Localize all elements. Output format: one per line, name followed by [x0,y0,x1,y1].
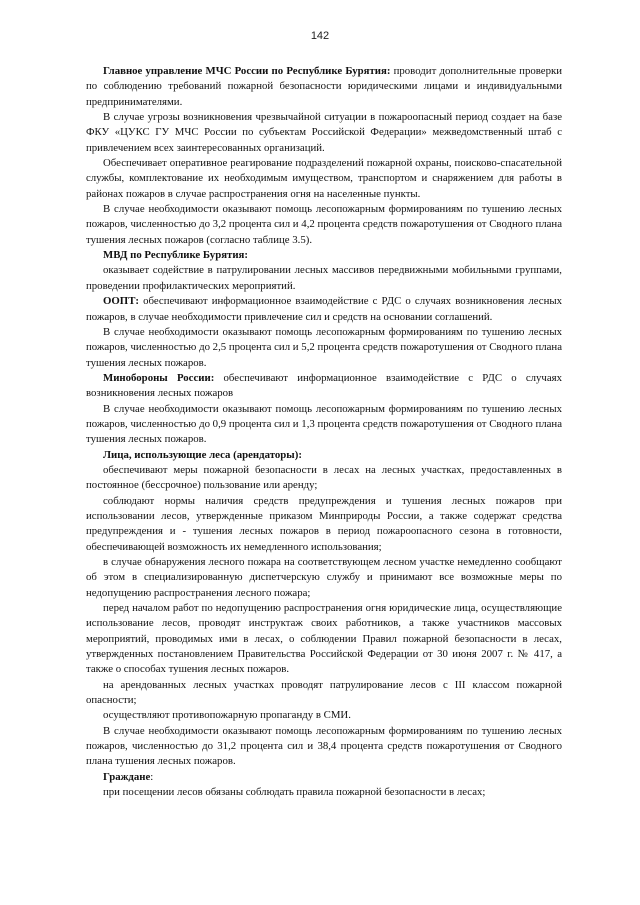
paragraph-text: соблюдают нормы наличия средств предупреждения и тушения лесных пожаров при использовании лесов, утвержденные приказом Минприроды России, а также содержат средства предупреждения и - тушения лесных пожаров в период пожароопасного сезона в готовности, обеспечивающей возможность их немедленного использования; [86,494,562,553]
heading-minoborony: Минобороны России: [103,371,215,384]
paragraph-12 [86,463,562,494]
paragraph-20 [86,785,562,800]
paragraph-text: : [150,770,154,783]
paragraph-text: В случае необходимости оказывают помощь лесопожарным формированиям по тушению лесных пожаров, численностью до 2,5 процента сил и 5,2 процента средств пожаротушения от Сводного плана тушения лесных пожаров. [86,325,562,369]
paragraph-9 [86,371,562,402]
heading-mchs: Главное управление МЧС России по Республике Бурятия: [103,65,391,77]
paragraph-text: в случае обнаружения лесного пожара на соответствующем лесном участке немедленно сообщают об этом в специализированную диспетчерскую службу и принимают все возможные меры по недопущению распространения лесного пожара; [86,556,562,599]
paragraph-text: перед началом работ по недопущению распространения огня юридические лица, осуществляющие использование лесов, проводят инструктаж своих работников, а также участников массовых мероприятий, проводимых ими в лесах, о соблюдении Правил пожарной безопасности в лесах, утвержденных постановлением Правительства Российской Федерации от 30 июня 2007 г. № 417, а также о способах тушения лесных пожаров. [86,602,562,676]
paragraph-15 [86,601,562,678]
paragraph-text: осуществляют противопожарную пропаганду в СМИ. [103,709,351,722]
paragraph-text: на арендованных лесных участках проводят патрулирование лесов с III классом пожарной опасности; [86,678,562,707]
paragraph-8 [86,325,562,371]
paragraph-14 [86,555,562,601]
paragraph-text: обеспечивают меры пожарной безопасности в лесах на лесных участках, предоставленных в постоянное (бессрочное) пользование или аренду; [86,463,562,492]
paragraph-text: при посещении лесов обязаны соблюдать правила пожарной безопасности в лесах; [103,786,486,799]
document-body [86,64,562,801]
heading-citizens: Граждане [103,770,151,783]
paragraph-17 [86,708,562,723]
paragraph-16 [86,678,562,709]
paragraph-3 [86,156,562,202]
page-number: 142 [310,30,330,42]
paragraph-1 [86,64,562,110]
paragraph-text: Обеспечивает оперативное реагирование подразделений пожарной охраны, поисково-спасательной службы, комплектование их необходимым имуществом, транспортом и снаряжением для работы в районах пожаров в случае распространения огня на населенные пункты. [86,157,562,200]
paragraph-text: В случае необходимости оказывают помощь лесопожарным формированиям по тушению лесных пожаров, численностью до 0,9 процента сил и 1,3 процента средств пожаротушения от Сводного плана тушения лесных пожаров. [86,402,562,446]
paragraph-18 [86,724,562,770]
paragraph-text: В случае угрозы возникновения чрезвычайной ситуации в пожароопасный период создает на базе ФКУ «ЦУКС ГУ МЧС России по субъектам Российской Федерации» межведомственный штаб с привлечением всех заинтересованных организаций. [86,111,562,154]
paragraph-text: оказывает содействие в патрулировании лесных массивов передвижными мобильными группами, проведении профилактических мероприятий. [86,264,562,292]
paragraph-text: обеспечивают информационное взаимодействие с РДС о случаях возникновения лесных пожаров [86,371,562,400]
paragraph-2 [86,110,562,156]
paragraph-11 [86,448,562,463]
paragraph-4 [86,202,562,248]
paragraph-13 [86,494,562,555]
paragraph-6 [86,263,562,294]
heading-forest-users: Лица, использующие леса (арендаторы): [103,448,302,461]
heading-oopt: ООПТ: [103,295,139,308]
paragraph-10 [86,402,562,448]
paragraph-19 [86,770,562,785]
paragraph-7 [86,294,562,325]
paragraph-5 [86,248,562,263]
heading-mvd: МВД по Республике Бурятия: [103,249,248,262]
paragraph-text: обеспечивают информационное взаимодействие с РДС о случаях возникновения лесных пожаров, в случае необходимости привлечение сил и средств на основании соглашений. [86,295,562,323]
paragraph-text: В случае необходимости оказывают помощь лесопожарным формированиям по тушению лесных пожаров, численностью до 31,2 процента сил и 38,4 процента средств пожаротушения от Сводного плана тушения лесных пожаров. [86,724,562,768]
paragraph-text: проводит дополнительные проверки по соблюдению требований пожарной безопасности юридическими лицами и индивидуальными предпринимателями. [86,65,562,108]
paragraph-text: В случае необходимости оказывают помощь лесопожарным формированиям по тушению лесных пожаров, численностью до 3,2 процента сил и 4,2 процента средств пожаротушения от Сводного плана тушения лесных пожаров (согласно таблице 3.5). [86,203,562,246]
